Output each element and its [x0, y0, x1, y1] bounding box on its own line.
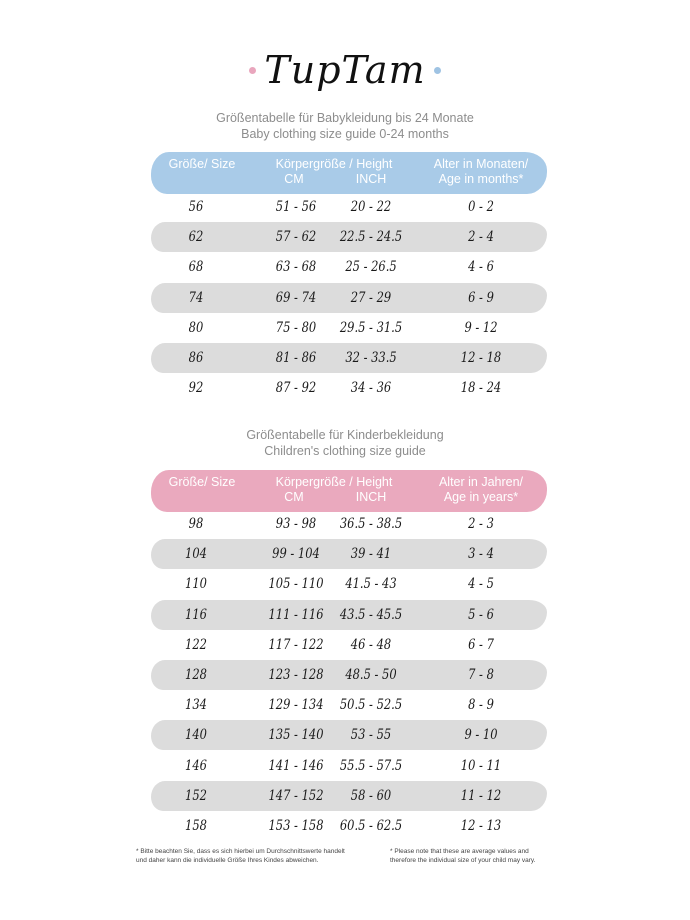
baby-title-de: Größentabelle für Babykleidung bis 24 Monate	[216, 111, 474, 125]
header-age-de: Alter in Monaten/	[433, 157, 529, 171]
table-row	[151, 283, 547, 313]
footnote-en	[390, 847, 535, 865]
age-cell: 5 - 6	[468, 606, 494, 623]
footnote-en-line1: * Please note that these are average values and	[390, 848, 529, 855]
brand-logo	[0, 48, 690, 92]
header-size: Größe/ Size	[168, 157, 236, 171]
header-height: Körpergröße / Height	[275, 157, 393, 171]
height-inch-cell: 43.5 - 45.5	[339, 606, 403, 623]
age-cell: 9 - 10	[464, 727, 498, 744]
age-cell: 12 - 13	[460, 818, 502, 834]
baby-section-title	[0, 110, 690, 142]
footnote-de-line2: und daher kann die individuelle Größe Ihres Kindes abweichen.	[136, 857, 319, 864]
height-inch-cell: 60.5 - 62.5	[339, 818, 403, 834]
height-inch-cell: 46 - 48	[350, 636, 392, 653]
footnote-en-line2: therefore the individual size of your child may vary.	[390, 857, 536, 864]
table-row	[151, 509, 547, 539]
header-cm: CM	[284, 490, 304, 504]
age-cell: 8 - 9	[468, 697, 494, 714]
age-cell: 2 - 4	[468, 229, 494, 246]
size-cell: 68	[188, 259, 204, 276]
kids-section-title	[0, 427, 690, 459]
table-row	[151, 600, 547, 630]
size-cell: 134	[185, 697, 207, 714]
header-cm: CM	[284, 172, 304, 186]
header-age-de: Alter in Jahren/	[438, 475, 524, 489]
size-cell: 92	[188, 380, 204, 397]
header-height: Körpergröße / Height	[275, 475, 393, 489]
height-cm-cell: 81 - 86	[275, 350, 317, 366]
size-cell: 128	[185, 667, 207, 683]
kids-title-de: Größentabelle für Kinderbekleidung	[246, 428, 444, 442]
size-cell: 146	[185, 757, 207, 774]
size-cell: 104	[185, 546, 207, 563]
size-cell: 80	[188, 319, 204, 336]
brand-name: TupTam	[264, 48, 426, 92]
height-cm-cell: 51 - 56	[275, 199, 317, 215]
table-row	[151, 690, 547, 720]
height-inch-cell: 25 - 26.5	[345, 259, 397, 276]
baby-table-header	[151, 152, 547, 194]
footnote-de-line1: * Bitte beachten Sie, dass es sich hierbei um Durchschnittswerte handelt	[136, 848, 345, 855]
table-row	[151, 630, 547, 660]
height-cm-cell: 141 - 146	[268, 757, 324, 774]
height-cm-cell: 111 - 116	[268, 606, 324, 623]
height-cm-cell: 129 - 134	[268, 697, 324, 714]
size-cell: 122	[185, 636, 207, 653]
table-row	[151, 222, 547, 252]
size-cell: 86	[188, 350, 204, 366]
height-inch-cell: 50.5 - 52.5	[339, 697, 403, 714]
age-cell: 6 - 7	[468, 636, 494, 653]
height-cm-cell: 135 - 140	[268, 727, 324, 744]
header-age-en: Age in months*	[438, 172, 524, 186]
age-cell: 4 - 5	[468, 576, 494, 593]
height-cm-cell: 57 - 62	[275, 229, 317, 246]
table-row	[151, 751, 547, 781]
age-cell: 2 - 3	[468, 516, 494, 532]
header-size: Größe/ Size	[168, 475, 236, 489]
table-row	[151, 252, 547, 282]
size-cell: 116	[185, 606, 207, 623]
age-cell: 3 - 4	[468, 546, 494, 563]
header-inch: INCH	[355, 172, 387, 186]
table-row	[151, 720, 547, 750]
age-cell: 11 - 12	[460, 787, 502, 804]
height-cm-cell: 63 - 68	[275, 259, 317, 276]
height-inch-cell: 36.5 - 38.5	[339, 516, 403, 532]
height-cm-cell: 123 - 128	[268, 667, 324, 683]
height-cm-cell: 93 - 98	[275, 516, 317, 532]
kids-title-en: Children's clothing size guide	[264, 444, 426, 458]
table-row	[151, 192, 547, 222]
height-inch-cell: 20 - 22	[350, 199, 392, 215]
height-cm-cell: 147 - 152	[268, 787, 324, 804]
table-row	[151, 569, 547, 599]
header-inch: INCH	[355, 490, 387, 504]
age-cell: 10 - 11	[460, 757, 502, 774]
table-row	[151, 343, 547, 373]
age-cell: 7 - 8	[468, 667, 494, 683]
age-cell: 18 - 24	[460, 380, 502, 397]
height-inch-cell: 34 - 36	[350, 380, 392, 397]
blue-dot-icon	[434, 67, 441, 74]
height-cm-cell: 117 - 122	[268, 636, 324, 653]
age-cell: 9 - 12	[464, 319, 498, 336]
table-row	[151, 660, 547, 690]
size-cell: 98	[188, 516, 204, 532]
size-cell: 110	[185, 576, 207, 593]
header-age-en: Age in years*	[443, 490, 519, 504]
size-cell: 140	[185, 727, 207, 744]
height-inch-cell: 22.5 - 24.5	[339, 229, 403, 246]
pink-dot-icon	[249, 67, 256, 74]
height-inch-cell: 41.5 - 43	[345, 576, 397, 593]
age-cell: 0 - 2	[468, 199, 494, 215]
age-cell: 12 - 18	[460, 350, 502, 366]
height-cm-cell: 75 - 80	[275, 319, 317, 336]
baby-title-en: Baby clothing size guide 0-24 months	[241, 127, 449, 141]
size-cell: 62	[188, 229, 204, 246]
height-inch-cell: 29.5 - 31.5	[339, 319, 403, 336]
table-row	[151, 373, 547, 403]
height-inch-cell: 48.5 - 50	[345, 667, 397, 683]
age-cell: 4 - 6	[468, 259, 494, 276]
height-inch-cell: 32 - 33.5	[345, 350, 397, 366]
height-inch-cell: 53 - 55	[350, 727, 392, 744]
footnote-de	[136, 847, 345, 865]
kids-table-header	[151, 470, 547, 512]
height-cm-cell: 99 - 104	[272, 546, 320, 563]
height-inch-cell: 39 - 41	[350, 546, 392, 563]
table-row	[151, 313, 547, 343]
height-cm-cell: 153 - 158	[268, 818, 324, 834]
table-row	[151, 811, 547, 841]
table-row	[151, 539, 547, 569]
size-cell: 56	[188, 199, 204, 215]
size-cell: 158	[185, 818, 207, 834]
height-cm-cell: 69 - 74	[275, 289, 317, 306]
size-cell: 152	[185, 787, 207, 804]
size-cell: 74	[188, 289, 204, 306]
height-cm-cell: 87 - 92	[275, 380, 317, 397]
height-inch-cell: 55.5 - 57.5	[339, 757, 403, 774]
height-inch-cell: 58 - 60	[350, 787, 392, 804]
height-inch-cell: 27 - 29	[350, 289, 392, 306]
age-cell: 6 - 9	[468, 289, 494, 306]
table-row	[151, 781, 547, 811]
height-cm-cell: 105 - 110	[268, 576, 324, 593]
